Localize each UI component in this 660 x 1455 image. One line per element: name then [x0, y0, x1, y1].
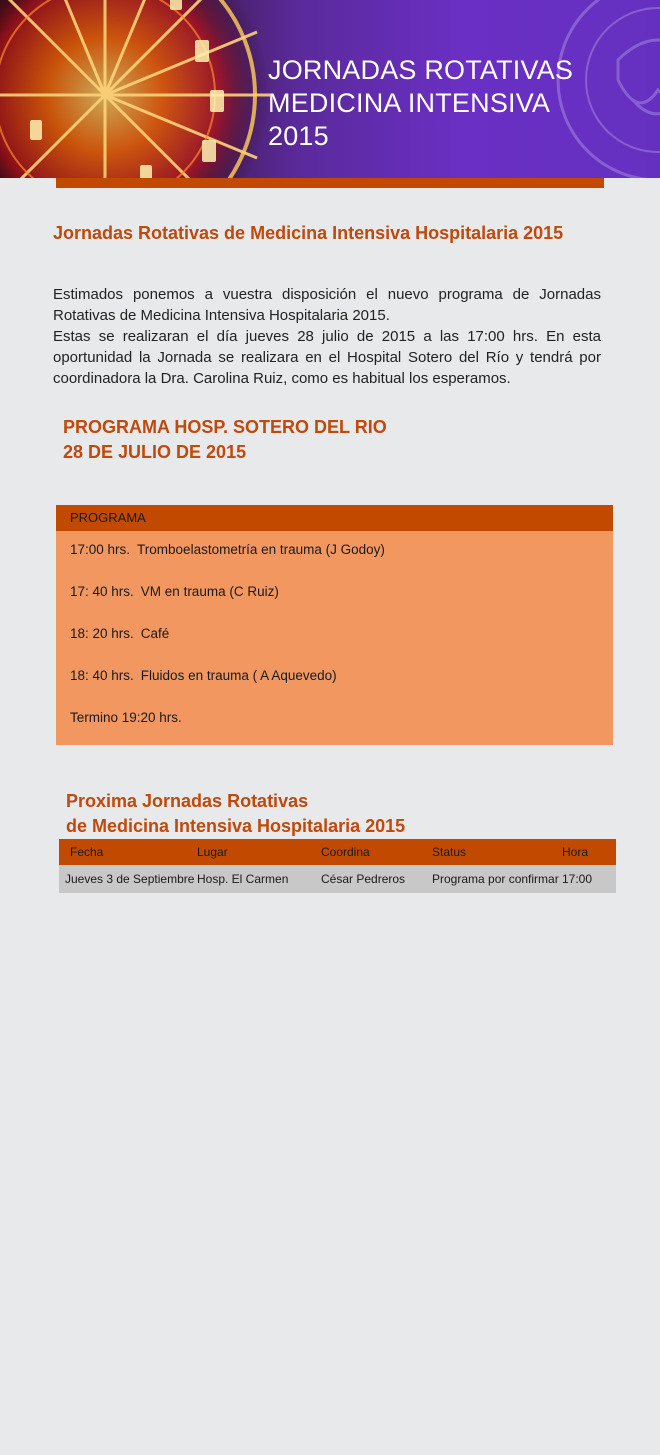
banner-title — [268, 54, 573, 153]
intro-paragraph: Estas se realizaran el día jueves 28 julio de 2015 a las 17:00 hrs. En esta oportunidad la Jornada se realizara en el Hospital Sotero del Río y tendrá por coordinadora la Dra. Carolina Ruiz, como es habitual los esperamos. — [53, 328, 601, 387]
next-jornadas-title — [66, 789, 405, 839]
cell-coordina: César Pedreros — [321, 865, 432, 893]
program-title-line: 28 DE JULIO DE 2015 — [63, 442, 247, 462]
program-item — [70, 584, 279, 599]
column-header-fecha: Fecha — [59, 839, 197, 865]
program-item — [70, 542, 385, 557]
program-item-topic: Fluidos en trauma ( A Aquevedo) — [140, 668, 337, 683]
banner-title-line: MEDICINA INTENSIVA — [268, 88, 551, 118]
column-header-hora: Hora — [562, 839, 616, 865]
cell-lugar: Hosp. El Carmen — [197, 865, 321, 893]
program-end: Termino 19:20 hrs. — [70, 710, 182, 725]
column-header-lugar: Lugar — [197, 839, 321, 865]
header-banner — [0, 0, 660, 178]
table-header-row — [59, 839, 616, 865]
banner-title-line: 2015 — [268, 121, 329, 151]
program-item-time: 18: 40 hrs. — [70, 668, 134, 683]
program-title-line: PROGRAMA HOSP. SOTERO DEL RIO — [63, 417, 387, 437]
intro-text — [53, 284, 601, 389]
program-item-time: 17:00 hrs. — [70, 542, 131, 557]
ferris-wheel-image — [0, 0, 270, 178]
banner-title-line: JORNADAS ROTATIVAS — [268, 55, 574, 85]
next-title-line: de Medicina Intensiva Hospitalaria 2015 — [66, 816, 406, 836]
program-item-time: 17: 40 hrs. — [70, 584, 134, 599]
intro-paragraph: Estimados ponemos a vuestra disposición el nuevo programa de Jornadas Rotativas de Medicina Intensiva Hospitalaria 2015. — [53, 286, 601, 324]
program-item-topic: Café — [140, 626, 170, 641]
program-item — [70, 668, 337, 683]
column-header-status: Status — [432, 839, 562, 865]
cell-status: Programa por confirmar — [432, 865, 562, 893]
program-item — [70, 626, 169, 641]
table-row — [59, 865, 616, 893]
program-header: PROGRAMA — [56, 505, 613, 531]
program-box — [56, 505, 613, 745]
next-title-line: Proxima Jornadas Rotativas — [66, 791, 309, 811]
section-title: Jornadas Rotativas de Medicina Intensiva Hospitalaria 2015 — [53, 223, 564, 243]
column-header-coordina: Coordina — [321, 839, 432, 865]
cell-fecha: Jueves 3 de Septiembre — [59, 865, 197, 893]
program-item-time: 18: 20 hrs. — [70, 626, 134, 641]
cell-hora: 17:00 — [562, 865, 616, 893]
program-item-topic: VM en trauma (C Ruiz) — [140, 584, 279, 599]
program-title — [63, 415, 387, 465]
program-item-topic: Tromboelastometría en trauma (J Godoy) — [137, 542, 385, 557]
next-jornadas-table — [59, 839, 616, 893]
banner-underline-bar — [56, 178, 604, 188]
